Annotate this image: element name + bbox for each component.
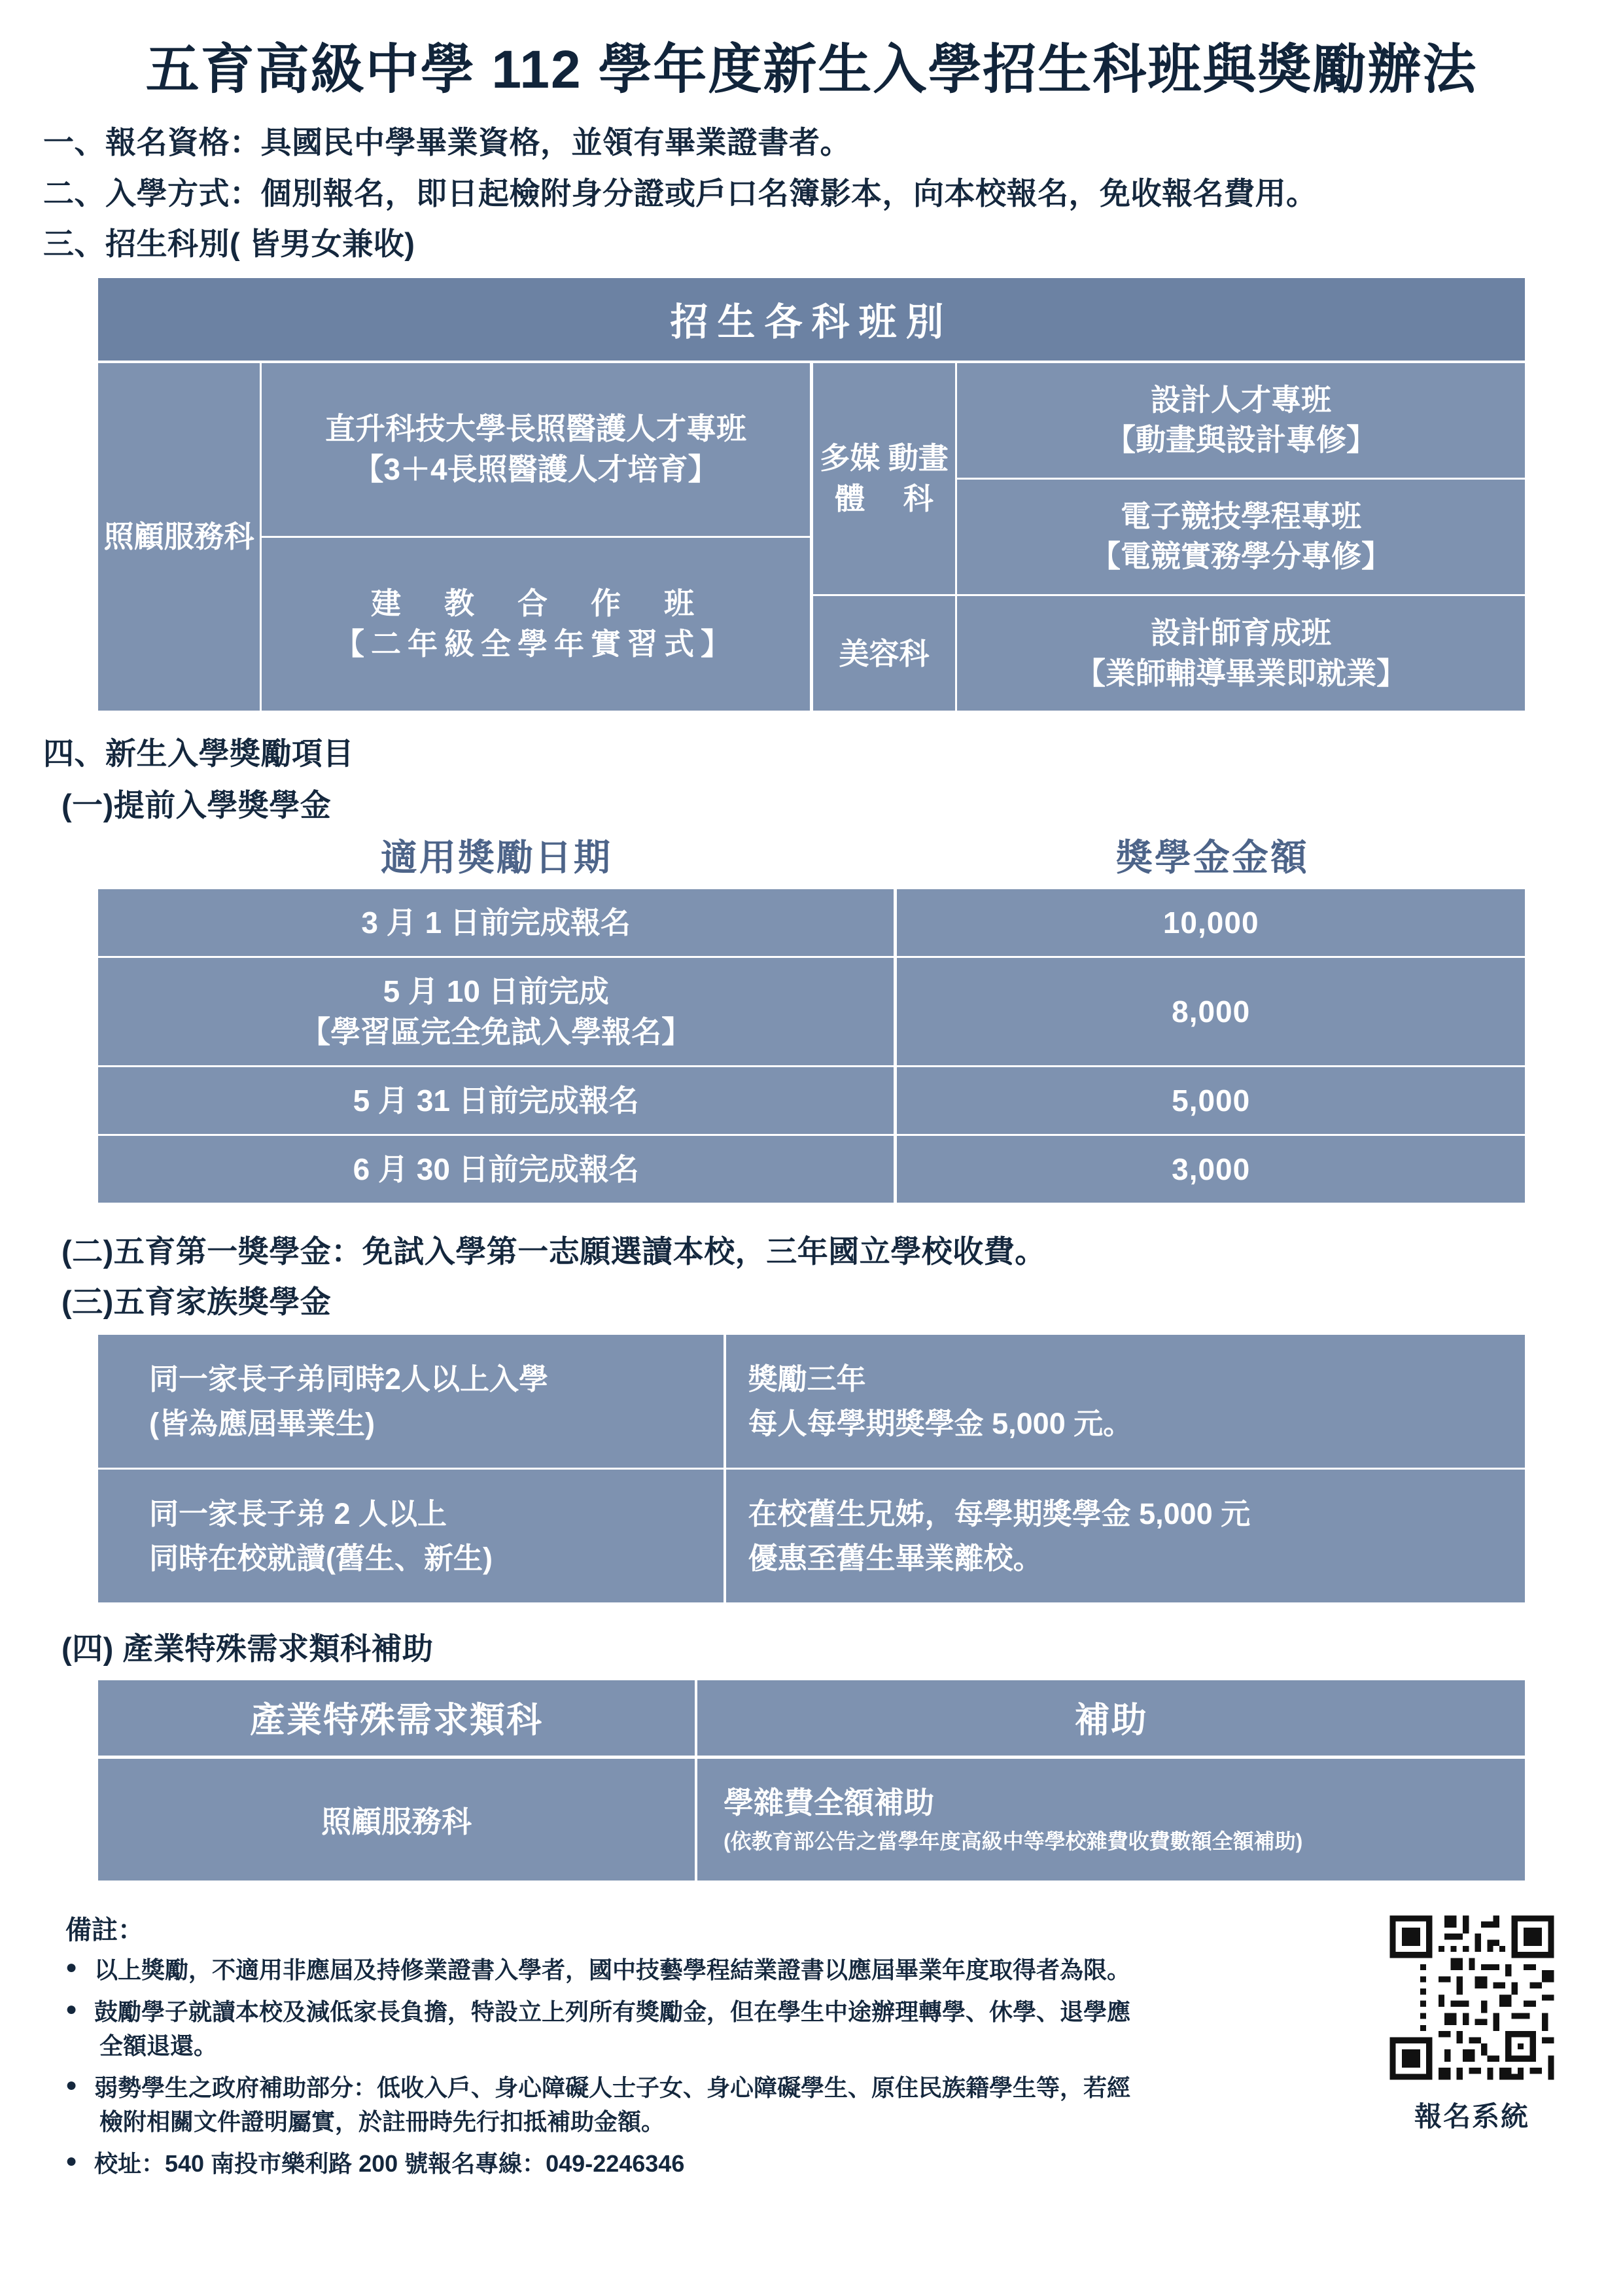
family-condition-2-line2: 同時在校就讀(舊生、新生) — [149, 1541, 493, 1575]
program-beauty-1 — [957, 596, 1525, 711]
scholarship-amount-1: 10,000 — [1162, 905, 1259, 940]
clause-2: 二、入學方式：個別報名，即日起檢附身分證或戶口名簿影本，向本校報名，免收報名費用。 — [43, 175, 1318, 211]
program-beauty-1-line2: 【業師輔導畢業即就業】 — [1075, 656, 1406, 690]
table-row — [98, 1759, 1525, 1880]
majors-group-beauty — [813, 596, 1525, 711]
scholarship-date-4 — [98, 1136, 897, 1203]
industry-subsidy-header — [98, 1680, 1525, 1759]
scholarship-col-amount: 獎學金金額 — [1115, 836, 1309, 878]
program-multimedia-2-line1: 電子競技學程專班 — [1121, 499, 1361, 533]
table-row — [98, 1134, 1525, 1203]
industry-subsidy-main: 學雜費全額補助 — [724, 1786, 935, 1820]
scholarship-date-2-line1: 5 月 10 日前完成 — [383, 974, 609, 1008]
notes-title: 備註： — [65, 1915, 144, 1945]
program-care-1-line2: 【3＋4長照醫護人才培育】 — [353, 451, 718, 486]
section-4-heading: 四、新生入學獎勵項目 — [43, 736, 354, 771]
majors-group-multimedia — [813, 363, 1525, 597]
majors-table-header: 招生各科班別 — [98, 278, 1525, 363]
dept-beauty-label — [813, 596, 957, 711]
section-4-item-4-heading: (四) 產業特殊需求類科補助 — [61, 1631, 434, 1667]
dept-beauty-line1: 美容科 — [839, 636, 930, 671]
family-benefit-2 — [726, 1470, 1525, 1602]
family-benefit-1 — [726, 1335, 1525, 1468]
table-row — [98, 1335, 1525, 1468]
family-condition-1 — [98, 1335, 726, 1468]
footer — [37, 1909, 1586, 2189]
scholarship-table-headers — [96, 829, 1527, 881]
program-multimedia-2-line2: 【電競實務學分專修】 — [1091, 539, 1391, 574]
section-4-item-3-heading: (三)五育家族獎學金 — [61, 1284, 332, 1320]
list-item — [65, 1995, 1370, 2063]
family-condition-2 — [98, 1470, 726, 1602]
program-multimedia-1-line2: 【動畫與設計專修】 — [1106, 423, 1376, 457]
dept-multimedia-label — [813, 363, 957, 595]
note-3-line1: 弱勢學生之政府補助部分：低收入戶、身心障礙人士子女、身心障礙學生、原住民族籍學生等，若經 — [94, 2074, 1131, 2102]
scholarship-date-2-line2: 【學習區完全免試入學報名】 — [300, 1014, 692, 1049]
section-4-item-1-heading: (一)提前入學獎學金 — [61, 787, 332, 822]
family-condition-1-line2: (皆為應屆畢業生) — [149, 1406, 375, 1440]
scholarship-table — [96, 887, 1527, 1205]
majors-column-care — [98, 363, 813, 711]
scholarship-date-3-line1: 5 月 31 日前完成報名 — [353, 1083, 639, 1118]
family-benefit-1-line2: 每人每學期獎學金 5,000 元。 — [748, 1406, 1133, 1440]
scholarship-amount-2: 8,000 — [1172, 994, 1251, 1029]
program-beauty-1-line1: 設計師育成班 — [1151, 616, 1331, 650]
industry-subsidy-note: (依教育部公告之當學年度高級中等學校雜費收費數額全額補助) — [724, 1829, 1303, 1853]
program-multimedia-1 — [957, 363, 1525, 478]
note-2-line2: 全額退還。 — [99, 2032, 218, 2059]
dept-care-line1: 照顧 — [103, 520, 164, 554]
scholarship-date-3 — [98, 1067, 897, 1134]
table-row — [98, 889, 1525, 956]
majors-column-right — [813, 363, 1525, 711]
table-row — [98, 956, 1525, 1065]
dept-care-label — [98, 363, 262, 711]
scholarship-amount-3: 5,000 — [1172, 1084, 1251, 1118]
qr-code-icon — [1384, 1909, 1560, 2086]
program-care-2-line1: 建 教 合 作 班 — [371, 586, 701, 621]
dept-care-line2: 服務科 — [164, 520, 254, 554]
majors-table — [96, 275, 1527, 714]
scholarship-col-date: 適用獎勵日期 — [380, 836, 612, 878]
footer-notes — [37, 1909, 1370, 2189]
list-item — [65, 1953, 1370, 1987]
table-row — [98, 1065, 1525, 1134]
dept-multimedia-line1: 多媒體 — [820, 441, 881, 516]
program-care-1 — [262, 363, 810, 536]
qr-code[interactable] — [1384, 1909, 1560, 2086]
family-condition-2-line1: 同一家長子弟 2 人以上 — [149, 1497, 447, 1531]
note-3-line2: 檢附相關文件證明屬實，於註冊時先行扣抵補助金額。 — [99, 2108, 665, 2136]
list-item — [65, 2071, 1370, 2139]
family-benefit-2-line2: 優惠至舊生畢業離校。 — [748, 1541, 1043, 1575]
scholarship-amount-4: 3,000 — [1172, 1152, 1251, 1187]
qr-caption: 報名系統 — [1414, 2100, 1529, 2132]
program-care-2 — [262, 536, 810, 711]
clause-3: 三、招生科別( 皆男女兼收) — [43, 226, 415, 262]
scholarship-date-1-line1: 3 月 1 日前完成報名 — [361, 905, 631, 940]
dept-multimedia-line2: 動畫科 — [888, 441, 949, 516]
family-scholarship-table — [96, 1332, 1527, 1605]
program-multimedia-2 — [957, 478, 1525, 594]
list-item — [65, 2147, 1370, 2181]
industry-col-category: 產業特殊需求類科 — [98, 1680, 697, 1756]
note-1-line1: 以上獎勵，不適用非應屆及持修業證書入學者，國中技藝學程結業證書以應屆畢業年度取得者為限。 — [94, 1956, 1131, 1983]
program-multimedia-1-line1: 設計人才專班 — [1151, 382, 1331, 417]
clause-1: 一、報名資格：具國民中學畢業資格，並領有畢業證書者。 — [43, 125, 851, 160]
page-title: 五育高級中學 112 學年度新生入學招生科班與獎勵辦法 — [145, 40, 1478, 99]
scholarship-date-1 — [98, 889, 897, 956]
industry-subsidy-table — [96, 1678, 1527, 1882]
table-row — [98, 1468, 1525, 1602]
scholarship-date-2 — [98, 958, 897, 1065]
family-condition-1-line1: 同一家長子弟同時2人以上入學 — [149, 1362, 549, 1396]
program-care-2-line2: 【二年級全學年實習式】 — [334, 627, 737, 662]
note-4-line1: 校址：540 南投市樂利路 200 號報名專線：049-2246346 — [94, 2150, 685, 2178]
industry-category-value: 照顧服務科 — [98, 1759, 697, 1880]
qr-area — [1370, 1909, 1586, 2134]
industry-col-subsidy: 補助 — [1074, 1701, 1148, 1740]
industry-subsidy-value — [697, 1759, 1525, 1880]
family-benefit-2-line1: 在校舊生兄姊，每學期獎學金 5,000 元 — [748, 1497, 1251, 1531]
scholarship-date-4-line1: 6 月 30 日前完成報名 — [353, 1152, 639, 1187]
note-2-line1: 鼓勵學子就讀本校及減低家長負擔，特設立上列所有獎勵金，但在學生中途辦理轉學、休學、退學應 — [94, 1998, 1131, 2025]
program-care-1-line1: 直升科技大學長照醫護人才專班 — [325, 412, 746, 446]
family-benefit-1-line1: 獎勵三年 — [748, 1362, 866, 1396]
section-4-item-2: (二)五育第一獎學金：免試入學第一志願選讀本校，三年國立學校收費。 — [61, 1234, 1046, 1269]
